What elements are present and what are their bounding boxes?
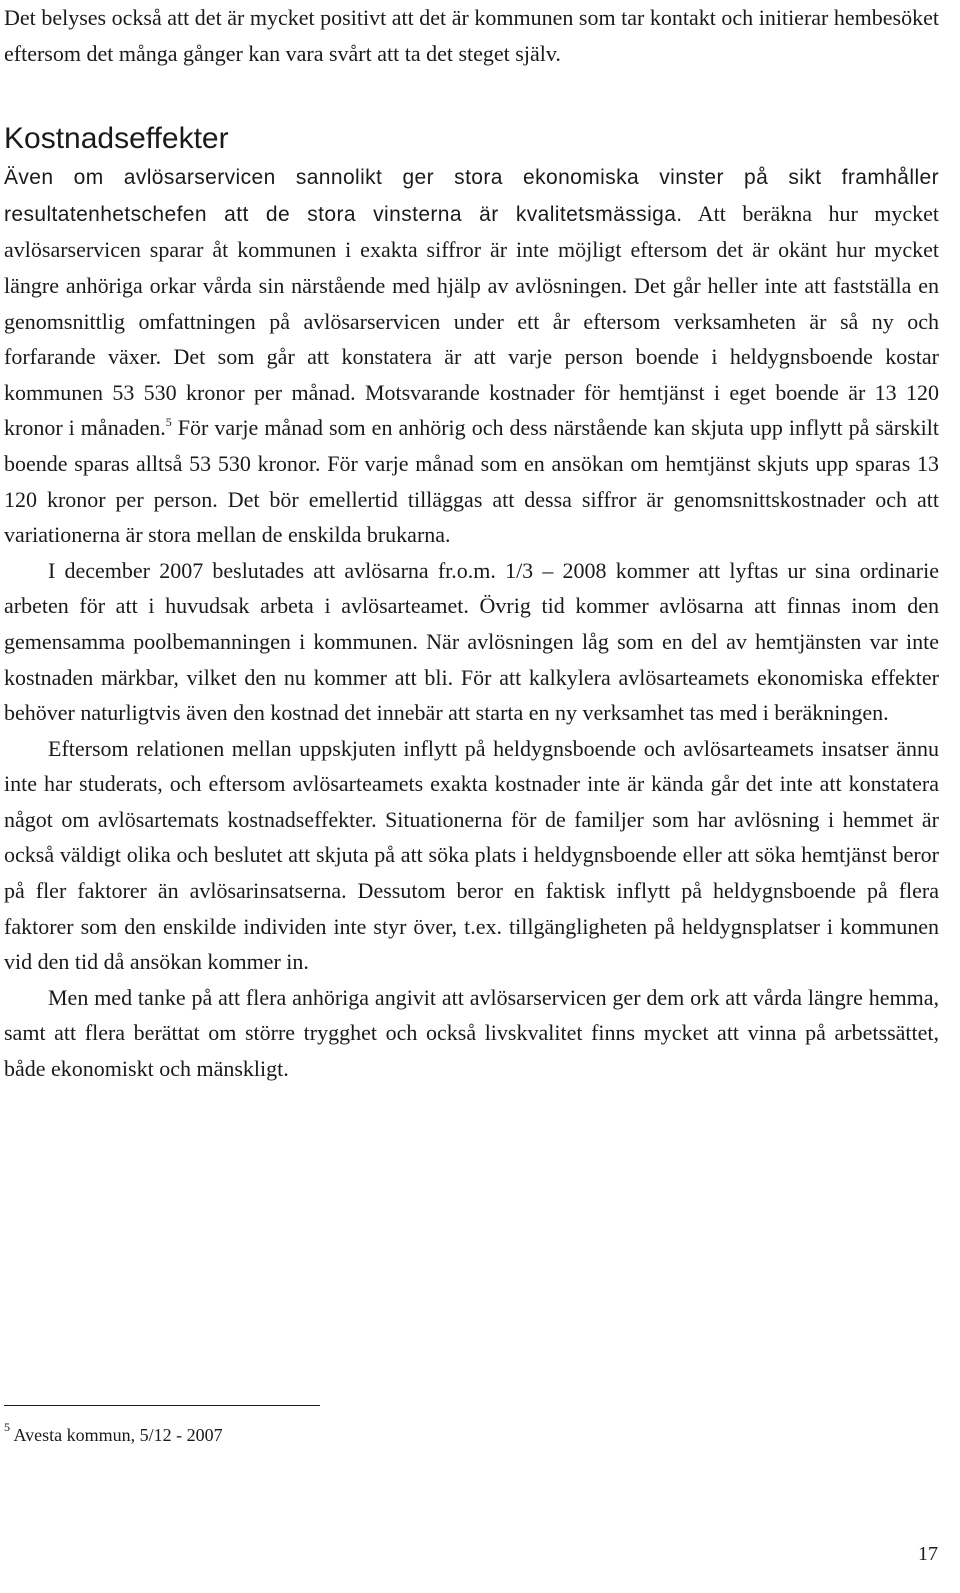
- footnote-reference[interactable]: 5: [165, 415, 172, 430]
- decision-paragraph: I december 2007 beslutades att avlösarna fr.o.m. 1/3 – 2008 kommer att lyftas ur sina ordinarie arbeten för att i huvudsak arbeta i avlösarteamet. Övrig tid kommer avlösarna att finnas inom den gemensamma poolbemanningen i kommunen. När avlösningen låg som en del av hemtjänsten var inte kostnaden märkbar, vilket den nu kommer att bli. För att kalkylera avlösarteamets ekonomiska effekter behöver naturligtvis även den kostnad det innebär att starta en ny verksamhet tas med i beräkningen.: [4, 557, 939, 726]
- cost-text-b: För varje månad som en anhörig och dess närstående kan skjuta upp inflytt på särskilt boende sparas alltså 53 530 kronor. För varje månad som en ansökan om hemtjänst skjuts upp sparas 13 120 kronor per person. Det bör emellertid tilläggas att dessa siffror är genomsnittskostnader och att variationerna är stora mellan de enskilda brukarna.: [4, 415, 939, 548]
- page-number: 17: [918, 1543, 938, 1565]
- relation-paragraph: Eftersom relationen mellan uppskjuten inflytt på heldygnsboende och avlösarteamets insatser ännu inte har studerats, och eftersom avlösarteamets exakta kostnader inte är kända går det inte att konstatera något om avlösartemats kostnadseffekter. Situationerna för de familjer som har avlösning i hemmet är också väldigt olika och beslutet att skjuta på att söka plats i heldygnsboende eller att söka hemtjänst beror på fler faktorer än avlösarinsatserna. Dessutom beror en faktisk inflytt på heldygnsboende på flera faktorer som den enskilde individen inte styr över, t.ex. tillgängligheten på heldygnsplatser i kommunen vid den tid då ansökan kommer in.: [4, 735, 939, 975]
- cost-text-a: Att beräkna hur mycket avlösarservicen sparar åt kommunen i exakta siffror är inte möjligt eftersom det är okänt hur mycket längre anhöriga orkar vårda sin närstående med hjälp av avlösningen. Det går heller inte att fastställa en genomsnittlig omfattningen på avlösarservicen under ett år eftersom verksamheten är så ny och forfarande växer. Det som går att konstatera är att varje person boende i heldygnsboende kostar kommunen 53 530 kronor per månad. Motsvarande kostnader för hemtjänst i eget boende är 13 120 kronor i månaden.: [4, 200, 939, 441]
- footnote-separator: [4, 1405, 320, 1406]
- section-heading: Kostnadseffekter: [4, 122, 229, 156]
- document-page: [4, 0, 939, 1087]
- footnote-text: Avesta kommun, 5/12 - 2007: [13, 1425, 223, 1445]
- conclusion-paragraph: Men med tanke på att flera anhöriga angivit att avlösarservicen ger dem ork att vårda längre hemma, samt att flera berättat om större trygghet och också livskvalitet finns mycket att vinna på arbetssättet, både ekonomiskt och mänskligt.: [4, 984, 939, 1082]
- cost-paragraph-1: [4, 159, 939, 553]
- sans-sentence: Även om avlösarservicen sannolikt ger stora ekonomiska vinster på sikt framhåller resultatenhetschefen att de stora vinsterna är kvalitetsmässiga.: [4, 166, 939, 226]
- footnote-number: 5: [4, 1420, 10, 1434]
- footnote: [4, 1420, 223, 1447]
- intro-paragraph: Det belyses också att det är mycket positivt att det är kommunen som tar kontakt och initierar hembesöket eftersom det många gånger kan vara svårt att ta det steget själv.: [4, 5, 939, 66]
